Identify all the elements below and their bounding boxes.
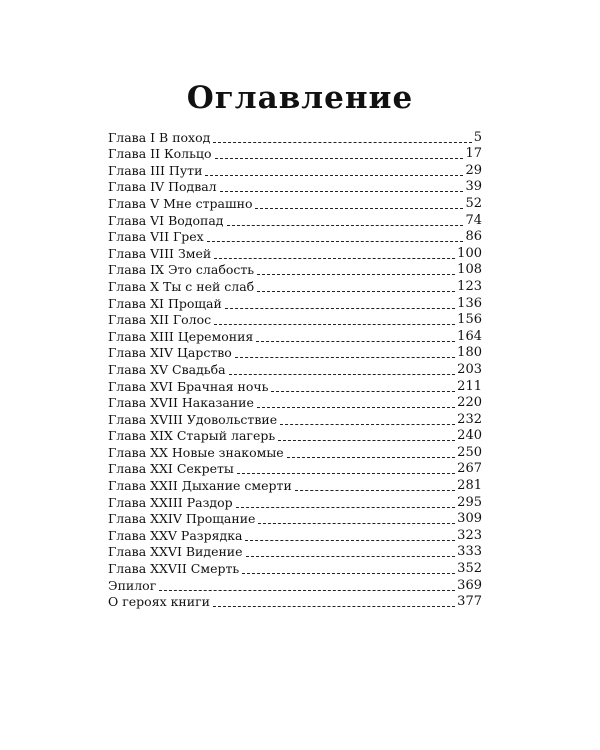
toc-leader-line (287, 457, 455, 458)
toc-leader-line (214, 324, 455, 325)
toc-entry (108, 178, 482, 195)
toc-entry-page-number: 108 (457, 262, 482, 278)
toc-entry-page-number: 323 (457, 527, 482, 543)
toc-leader-line (271, 391, 455, 392)
toc-entry-label: Глава IV Подвал (108, 179, 217, 195)
toc-entry-page-number: 156 (457, 312, 482, 328)
toc-leader-line (213, 606, 455, 607)
toc-entry-label: Глава XXIII Раздор (108, 494, 233, 510)
toc-leader-line (225, 308, 455, 309)
toc-entry-page-number: 232 (457, 411, 482, 427)
toc-leader-line (246, 556, 456, 557)
toc-entry-page-number: 100 (457, 245, 482, 261)
toc-entry (108, 410, 482, 427)
toc-entry-label: Глава I В поход (108, 129, 211, 145)
toc-leader-line (258, 523, 455, 524)
toc-entry-label: Глава XVI Брачная ночь (108, 378, 269, 394)
toc-entry (108, 510, 482, 527)
toc-entry-label: Глава XVIII Удовольствие (108, 411, 278, 427)
toc-entry-page-number: 281 (457, 478, 482, 494)
toc-entry (108, 427, 482, 444)
toc-entry-label: Глава III Пути (108, 162, 203, 178)
toc-entry-label: Глава XIX Старый лагерь (108, 428, 276, 444)
toc-entry (108, 543, 482, 560)
page-title: Оглавление (186, 80, 414, 116)
toc-entry (108, 145, 482, 162)
toc-entry-page-number: 5 (473, 129, 482, 145)
toc-entry-page-number: 220 (457, 395, 482, 411)
toc-entry-page-number: 164 (457, 328, 482, 344)
toc-leader-line (220, 191, 464, 192)
toc-entry-label: Глава II Кольцо (108, 146, 212, 162)
toc-entry-page-number: 309 (457, 511, 482, 527)
toc-entry-page-number: 17 (465, 146, 482, 162)
toc-entry-page-number: 295 (457, 494, 482, 510)
toc-entry-page-number: 352 (457, 561, 482, 577)
toc-leader-line (213, 142, 471, 143)
toc-entry-label: Глава X Ты с ней слаб (108, 278, 255, 294)
toc-leader-line (227, 225, 464, 226)
toc-entry-page-number: 52 (465, 195, 482, 211)
toc-leader-line (214, 258, 455, 259)
toc-leader-line (280, 424, 455, 425)
toc-leader-line (159, 590, 455, 591)
toc-leader-line (229, 374, 456, 375)
toc-leader-line (207, 241, 464, 242)
toc-entry-label: Глава VII Грех (108, 229, 204, 245)
toc-entry (108, 128, 482, 145)
toc-entry (108, 360, 482, 377)
toc-entry-label: Глава IX Это слабость (108, 262, 255, 278)
toc-entry (108, 211, 482, 228)
table-of-contents (108, 128, 482, 609)
toc-entry (108, 261, 482, 278)
toc-entry-page-number: 267 (457, 461, 482, 477)
toc-entry-page-number: 240 (457, 428, 482, 444)
toc-entry-label: Глава XXV Разрядка (108, 527, 243, 543)
toc-leader-line (236, 507, 456, 508)
toc-entry-label: Глава XXI Секреты (108, 461, 234, 477)
toc-leader-line (245, 540, 455, 541)
toc-entry (108, 493, 482, 510)
toc-entry-label: Глава XV Свадьба (108, 361, 226, 377)
toc-entry-page-number: 369 (457, 577, 482, 593)
toc-entry (108, 576, 482, 593)
toc-leader-line (257, 407, 455, 408)
toc-entry-label: Глава XXII Дыхание смерти (108, 478, 292, 494)
toc-leader-line (235, 357, 455, 358)
toc-entry-page-number: 39 (465, 179, 482, 195)
toc-leader-line (295, 490, 455, 491)
toc-leader-line (255, 208, 463, 209)
toc-entry-label: Глава XXVI Видение (108, 544, 243, 560)
toc-leader-line (242, 573, 455, 574)
toc-entry-label: О героях книги (108, 594, 210, 610)
toc-entry (108, 526, 482, 543)
toc-leader-line (215, 158, 464, 159)
toc-entry (108, 327, 482, 344)
toc-entry (108, 593, 482, 610)
toc-entry-label: Глава XI Прощай (108, 295, 222, 311)
toc-entry (108, 394, 482, 411)
toc-entry-page-number: 333 (457, 544, 482, 560)
toc-leader-line (257, 274, 455, 275)
toc-entry-label: Глава VIII Змей (108, 245, 212, 261)
toc-entry (108, 244, 482, 261)
toc-entry-label: Глава XXIV Прощание (108, 511, 256, 527)
toc-entry-label: Эпилог (108, 577, 157, 593)
toc-entry (108, 277, 482, 294)
toc-entry (108, 294, 482, 311)
toc-entry-label: Глава VI Водопад (108, 212, 224, 228)
toc-entry (108, 476, 482, 493)
toc-entry (108, 194, 482, 211)
toc-entry-label: Глава V Мне страшно (108, 195, 253, 211)
toc-entry (108, 161, 482, 178)
toc-entry (108, 228, 482, 245)
toc-entry-label: Глава XIII Церемония (108, 328, 254, 344)
toc-entry-page-number: 211 (457, 378, 482, 394)
toc-entry-page-number: 86 (465, 229, 482, 245)
toc-entry-label: Глава XX Новые знакомые (108, 444, 284, 460)
toc-entry (108, 311, 482, 328)
toc-leader-line (205, 175, 463, 176)
toc-entry-page-number: 74 (465, 212, 482, 228)
toc-entry-page-number: 250 (457, 444, 482, 460)
toc-entry-page-number: 123 (457, 278, 482, 294)
toc-entry-label: Глава XVII Наказание (108, 395, 254, 411)
toc-entry (108, 559, 482, 576)
toc-entry-page-number: 377 (457, 594, 482, 610)
toc-leader-line (256, 341, 455, 342)
toc-entry-page-number: 180 (457, 345, 482, 361)
toc-entry-page-number: 136 (457, 295, 482, 311)
toc-entry-page-number: 203 (457, 361, 482, 377)
toc-entry (108, 344, 482, 361)
toc-leader-line (278, 440, 455, 441)
toc-entry-page-number: 29 (465, 162, 482, 178)
toc-entry (108, 460, 482, 477)
toc-entry-label: Глава XIV Царство (108, 345, 232, 361)
toc-entry (108, 443, 482, 460)
toc-entry-label: Глава XXVII Смерть (108, 561, 240, 577)
toc-entry (108, 377, 482, 394)
toc-leader-line (257, 291, 455, 292)
toc-entry-label: Глава XII Голос (108, 312, 212, 328)
toc-leader-line (237, 473, 455, 474)
